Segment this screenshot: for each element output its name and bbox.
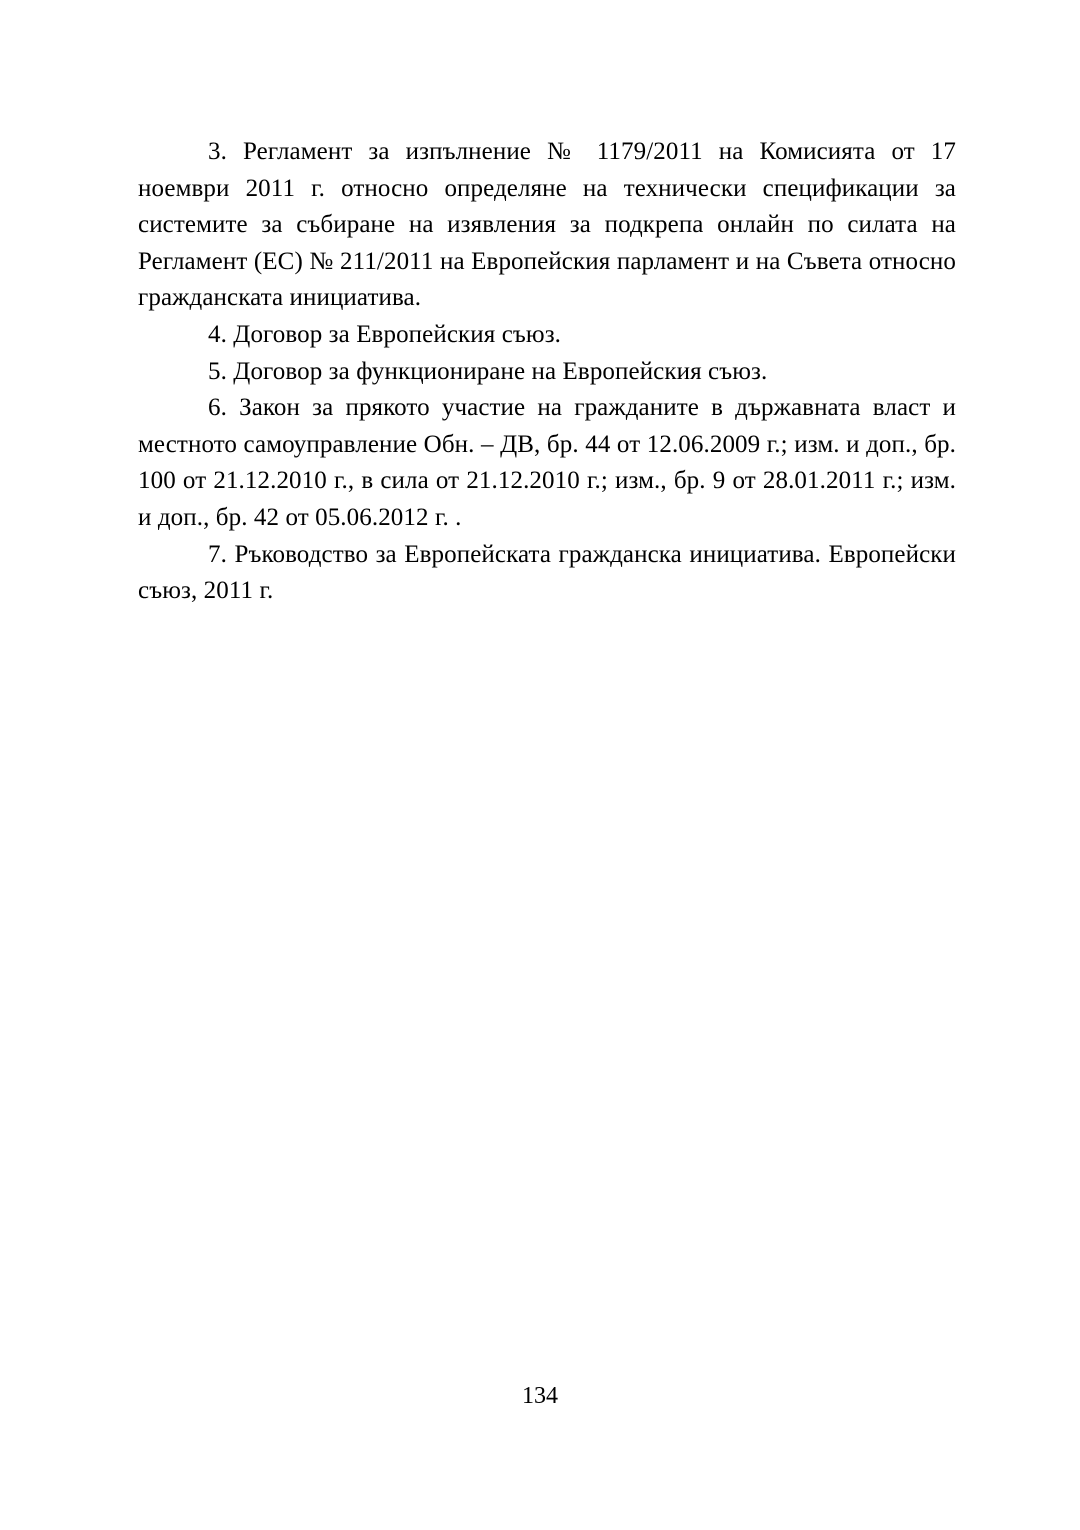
reference-item-5: 5. Договор за функциониране на Европейския съюз.	[208, 357, 768, 385]
reference-list	[138, 134, 956, 610]
reference-item-3: 3. Регламент за изпълнение № 1179/2011 на Комисията от 17 ноември 2011 г. относно определяне на технически спецификации за системите за събиране на изявления за подкрепа онлайн по силата на Регламент (ЕС) № 211/2011 на Европейския парламент и на Съвета относно гражданската инициатива.	[138, 138, 956, 312]
reference-item-4: 4. Договор за Европейския съюз.	[208, 320, 562, 348]
page-number: 134	[522, 1383, 558, 1409]
reference-item-7: 7. Ръководство за Европейската гражданска инициатива. Европейски съюз, 2011 г.	[138, 540, 956, 605]
reference-item-6: 6. Закон за прякото участие на гражданите в държавната власт и местното самоуправление Обн. – ДВ, бр. 44 от 12.06.2009 г.; изм. и доп., бр. 100 от 21.12.2010 г., в сила от 21.12.2010 г.; изм., бр. 9 от 28.01.2011 г.; изм. и доп., бр. 42 от 05.06.2012 г. .	[138, 394, 956, 531]
